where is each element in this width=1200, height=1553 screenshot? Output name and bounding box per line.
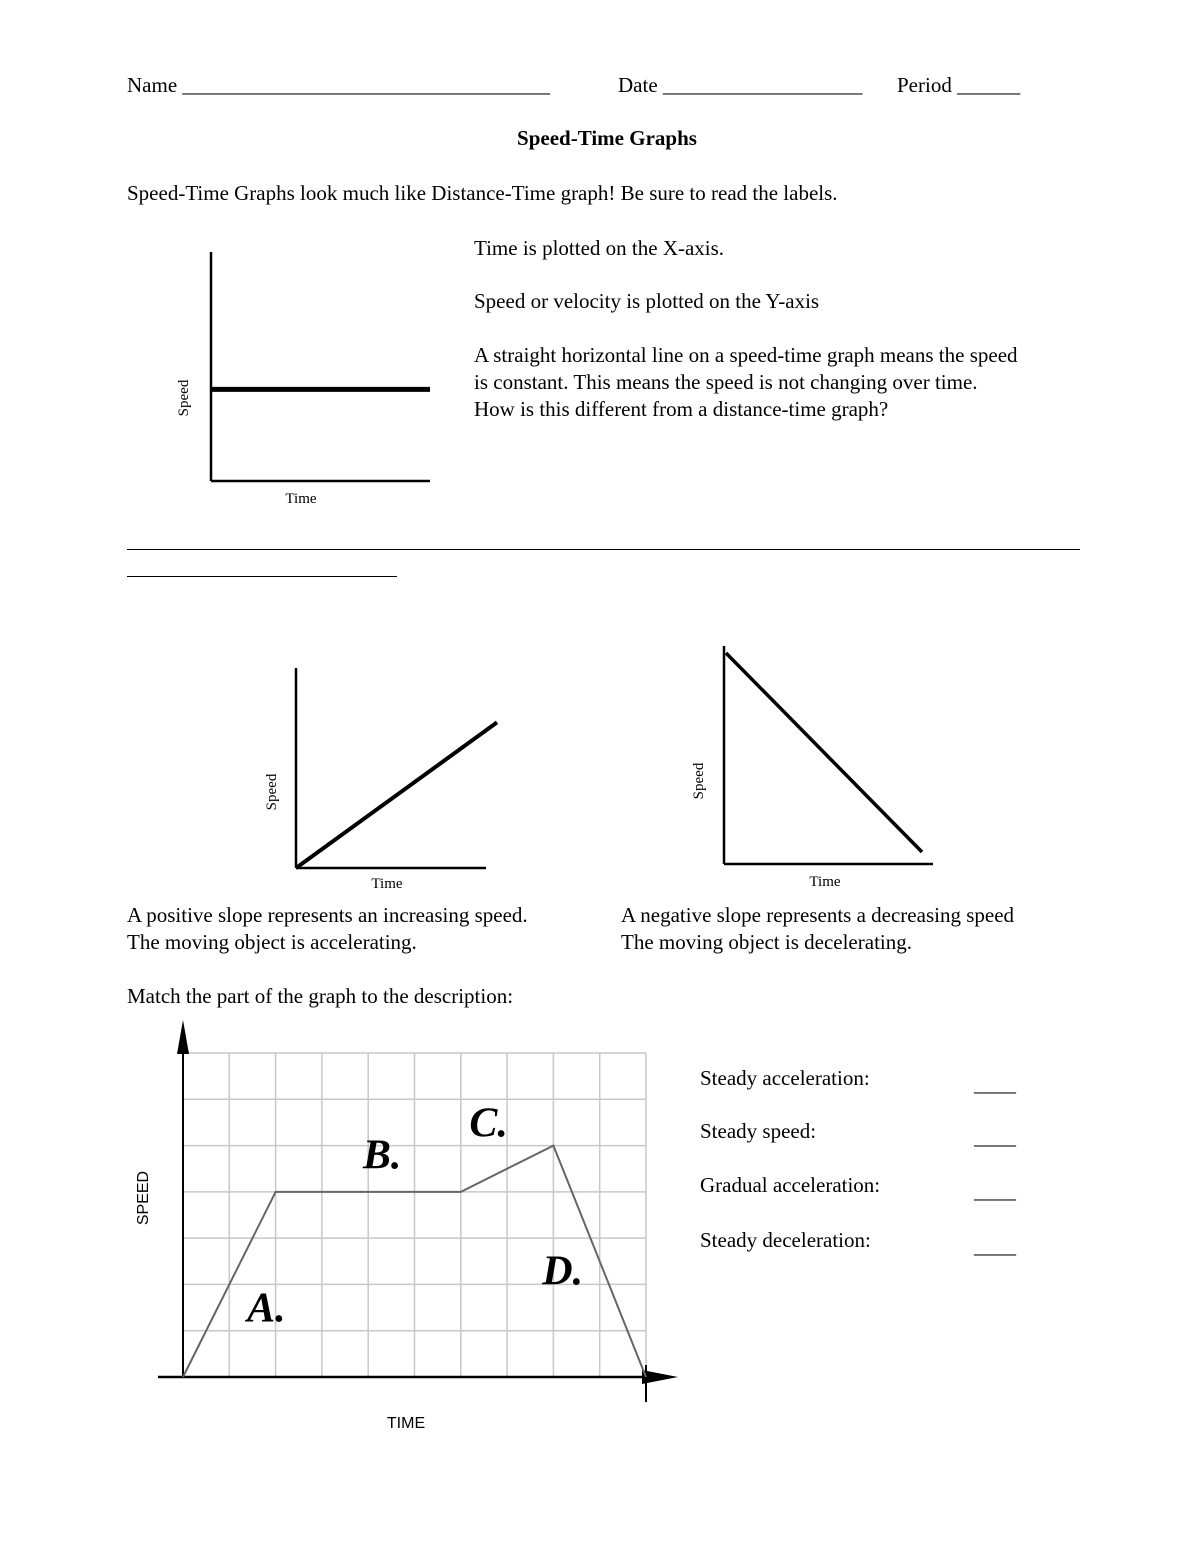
chart4-segment-label: C. bbox=[469, 1100, 508, 1147]
name-field-label: Name ___________________________________ bbox=[127, 73, 550, 97]
match-item-label: Steady acceleration: bbox=[700, 1066, 870, 1090]
chart4-segment-labels bbox=[244, 1100, 583, 1331]
chart2-ylabel: Speed bbox=[264, 773, 280, 811]
intro-text: Speed-Time Graphs look much like Distance-Time graph! Be sure to read the labels. bbox=[127, 181, 838, 205]
note-x-axis: Time is plotted on the X-axis. bbox=[474, 236, 725, 260]
chart4-segment-label: A. bbox=[247, 1285, 286, 1332]
caption-accelerating: The moving object is accelerating. bbox=[127, 930, 417, 954]
chart3-ylabel: Speed bbox=[691, 762, 707, 800]
caption-negative-slope: A negative slope represents a decreasing speed bbox=[621, 903, 1015, 927]
note-horizontal-line-3: How is this different from a distance-time graph? bbox=[474, 397, 889, 421]
chart4-x-arrow-icon bbox=[642, 1370, 678, 1384]
chart1-ylabel: Speed bbox=[176, 379, 192, 417]
chart4-segment-label: D. bbox=[542, 1248, 584, 1295]
match-item-blank[interactable]: ____ bbox=[974, 1179, 1016, 1203]
page-title: Speed-Time Graphs bbox=[517, 126, 697, 150]
note-horizontal-line-2: is constant. This means the speed is not changing over time. bbox=[474, 370, 978, 394]
match-item-label: Steady speed: bbox=[700, 1119, 817, 1143]
date-field-label: Date ___________________ bbox=[618, 73, 863, 97]
match-item-label: Steady deceleration: bbox=[700, 1228, 871, 1252]
chart3-xlabel: Time bbox=[809, 874, 841, 890]
match-item-label: Gradual acceleration: bbox=[700, 1173, 881, 1197]
chart4-ylabel: SPEED bbox=[135, 1170, 152, 1226]
chart4-y-arrow-icon bbox=[177, 1020, 189, 1054]
match-item-blank[interactable]: ____ bbox=[974, 1072, 1016, 1096]
note-y-axis: Speed or velocity is plotted on the Y-axis bbox=[474, 289, 820, 313]
note-horizontal-line-1: A straight horizontal line on a speed-time graph means the speed bbox=[474, 343, 1018, 367]
match-item-blank[interactable]: ____ bbox=[974, 1234, 1016, 1258]
caption-positive-slope: A positive slope represents an increasing speed. bbox=[127, 903, 528, 927]
chart4-xlabel: TIME bbox=[386, 1415, 426, 1432]
match-item-blank[interactable]: ____ bbox=[974, 1125, 1016, 1149]
chart2-xlabel: Time bbox=[371, 876, 403, 892]
match-prompt: Match the part of the graph to the description: bbox=[127, 984, 514, 1008]
caption-decelerating: The moving object is decelerating. bbox=[621, 930, 912, 954]
period-field-label: Period ______ bbox=[897, 73, 1021, 97]
chart1-xlabel: Time bbox=[285, 491, 317, 507]
chart4-segment-label: B. bbox=[362, 1132, 402, 1179]
